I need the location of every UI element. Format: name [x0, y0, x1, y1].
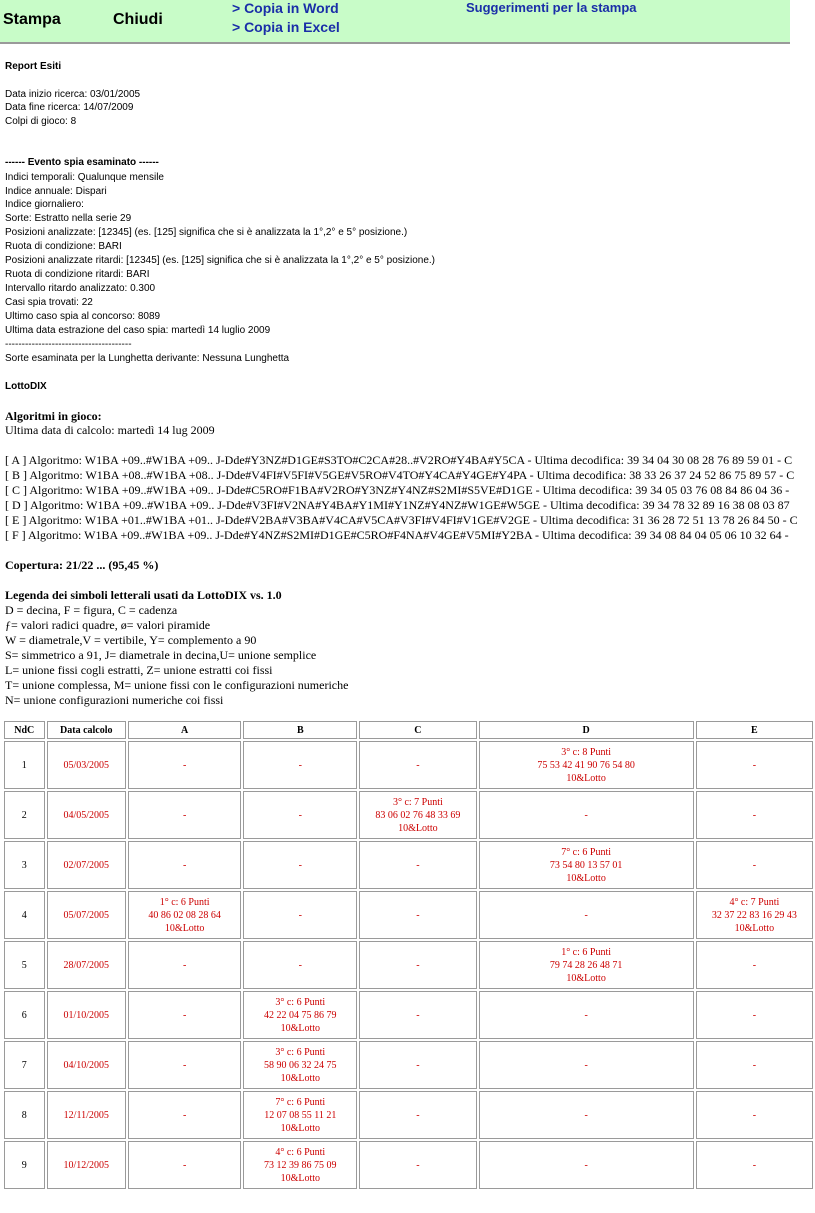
evento-line: Indice annuale: Dispari — [5, 186, 107, 197]
result-cell-line: 79 74 28 26 48 71 — [549, 959, 623, 971]
algorithm-line-c: [ C ] Algoritmo: W1BA +09..#W1BA +09.. J-Dde#C5RO#F1BA#V2RO#Y3NZ#Y4NZ#S2MI#S5VE#D1GE - Ultima decodifica: 39 34 05 03 76 08 84 86 04 36 - — [5, 483, 790, 497]
ndc-cell: 7 — [4, 1041, 45, 1089]
result-cell-e — [696, 841, 813, 889]
result-cell-b — [243, 841, 357, 889]
result-cell-line: - — [752, 859, 757, 871]
result-cell-line: - — [752, 1059, 757, 1071]
ndc-cell: 8 — [4, 1091, 45, 1139]
header-e: E — [696, 721, 813, 739]
result-cell-a — [128, 741, 241, 789]
result-cell-line: - — [752, 1009, 757, 1021]
lottodix-title: LottoDIX — [5, 381, 47, 392]
data-calcolo-cell: 28/07/2005 — [47, 941, 126, 989]
evento-line: Posizioni analizzate: [12345] (es. [125] significa che si è analizzata la 1°,2° e 5° posizione.) — [5, 227, 408, 238]
table-row — [4, 1041, 813, 1089]
result-cell-line: - — [752, 1109, 757, 1121]
result-cell-e — [696, 741, 813, 789]
result-cell-b — [243, 941, 357, 989]
data-fine: Data fine ricerca: 14/07/2009 — [5, 102, 134, 113]
data-calcolo-cell: 04/10/2005 — [47, 1041, 126, 1089]
result-cell-line: 3° c: 7 Punti — [392, 796, 443, 808]
result-cell-e — [696, 1141, 813, 1189]
result-cell-line: - — [584, 1009, 588, 1021]
result-cell-line: - — [416, 959, 420, 971]
result-cell-line: - — [416, 1109, 420, 1121]
ultima-data-calcolo: Ultima data di calcolo: martedì 14 lug 2009 — [5, 423, 215, 437]
result-cell-line: - — [416, 1009, 420, 1021]
result-cell-line: - — [298, 959, 302, 971]
result-cell-b — [243, 1041, 357, 1089]
result-cell-line: 10&Lotto — [566, 772, 606, 784]
result-cell-line: - — [416, 1159, 420, 1171]
legenda-line: ƒ= valori radici quadre, ø= valori piramide — [5, 618, 211, 632]
data-calcolo-cell: 01/10/2005 — [47, 991, 126, 1039]
result-cell-line: - — [298, 809, 302, 821]
result-cell-e — [696, 1091, 813, 1139]
result-cell-line: 73 54 80 13 57 01 — [549, 859, 623, 871]
result-cell-line: 58 90 06 32 24 75 — [264, 1059, 337, 1071]
legenda-line: D = decina, F = figura, C = cadenza — [5, 603, 178, 617]
result-cell-a — [128, 841, 241, 889]
copertura: Copertura: 21/22 ... (95,45 %) — [5, 558, 159, 572]
table-header-row — [4, 721, 813, 739]
legenda-line: N= unione configurazioni numeriche coi fissi — [5, 693, 224, 707]
result-cell-line: - — [182, 809, 187, 821]
result-cell-d — [479, 941, 694, 989]
ndc-cell: 6 — [4, 991, 45, 1039]
ndc-cell: 4 — [4, 891, 45, 939]
result-cell-e — [696, 991, 813, 1039]
evento-line: Ultimo caso spia al concorso: 8089 — [5, 311, 161, 322]
suggerimenti-link[interactable]: Suggerimenti per la stampa — [466, 0, 637, 15]
result-cell-b — [243, 791, 357, 839]
result-cell-a — [128, 891, 241, 939]
algorithm-line-e: [ E ] Algoritmo: W1BA +01..#W1BA +01.. J-Dde#V2BA#V3BA#V4CA#V5CA#V3FI#V4FI#V1GE#V2GE - Ultima decodifica: 31 36 28 72 51 13 78 26 84 50 - C — [5, 513, 798, 527]
result-cell-b — [243, 891, 357, 939]
result-cell-line: 10&Lotto — [280, 1022, 321, 1034]
data-calcolo-cell: 05/03/2005 — [47, 741, 126, 789]
data-calcolo-cell: 12/11/2005 — [47, 1091, 126, 1139]
algorithm-line-a: [ A ] Algoritmo: W1BA +09..#W1BA +09.. J-Dde#Y3NZ#D1GE#S3TO#C2CA#28..#V2RO#Y4BA#Y5CA - Ultima decodifica: 39 34 04 30 08 28 76 89 59 01 - C — [5, 453, 793, 467]
result-cell-line: - — [298, 859, 302, 871]
result-cell-line: 10&Lotto — [280, 1072, 321, 1084]
result-cell-b — [243, 1141, 357, 1189]
evento-line: Ultima data estrazione del caso spia: martedì 14 luglio 2009 — [5, 325, 271, 336]
ndc-cell: 3 — [4, 841, 45, 889]
result-cell-line: 3° c: 8 Punti — [561, 746, 612, 758]
table-body — [4, 741, 813, 1189]
chiudi-button[interactable]: Chiudi — [113, 11, 163, 28]
result-cell-a — [128, 941, 241, 989]
result-cell-line: 1° c: 6 Punti — [159, 896, 210, 908]
result-cell-line: 4° c: 7 Punti — [729, 896, 780, 908]
result-cell-line: 7° c: 6 Punti — [561, 846, 612, 858]
result-cell-b — [243, 991, 357, 1039]
result-cell-c — [359, 941, 476, 989]
algoritmi-header: Algoritmi in gioco: — [5, 409, 102, 423]
result-cell-d — [479, 1041, 694, 1089]
legenda-title: Legenda dei simboli letterali usati da LottoDIX vs. 1.0 — [5, 588, 282, 602]
result-cell-d — [479, 841, 694, 889]
ndc-cell: 9 — [4, 1141, 45, 1189]
header-b: B — [243, 721, 357, 739]
table-row — [4, 841, 813, 889]
result-cell-line: - — [182, 1059, 187, 1071]
result-cell-e — [696, 891, 813, 939]
table-row — [4, 941, 813, 989]
colpi-di-gioco: Colpi di gioco: 8 — [5, 116, 77, 127]
result-cell-d — [479, 991, 694, 1039]
result-cell-line: 10&Lotto — [164, 922, 205, 934]
algorithm-line-b: [ B ] Algoritmo: W1BA +08..#W1BA +08.. J-Dde#V4FI#V5FI#V5GE#V5RO#V4TO#Y4CA#Y4GE#Y4PA - Ultima decodifica: 38 33 26 37 24 52 86 75 89 57 - C — [5, 468, 795, 482]
evento-line: Sorte: Estratto nella serie 29 — [5, 213, 132, 224]
evento-line: Indice giornaliero: — [5, 199, 84, 210]
result-cell-d — [479, 741, 694, 789]
result-cell-line: - — [752, 759, 757, 771]
result-cell-e — [696, 1041, 813, 1089]
data-calcolo-cell: 04/05/2005 — [47, 791, 126, 839]
result-cell-line: - — [416, 859, 420, 871]
ndc-cell: 2 — [4, 791, 45, 839]
result-cell-a — [128, 1041, 241, 1089]
result-cell-line: 7° c: 6 Punti — [275, 1096, 326, 1108]
result-cell-line: - — [182, 859, 187, 871]
result-cell-line: - — [752, 959, 757, 971]
results-table — [2, 719, 815, 1191]
result-cell-line: 10&Lotto — [280, 1122, 321, 1134]
result-cell-d — [479, 791, 694, 839]
data-inizio: Data inizio ricerca: 03/01/2005 — [5, 89, 141, 100]
table-row — [4, 891, 813, 939]
result-cell-line: - — [416, 909, 420, 921]
data-calcolo-cell: 02/07/2005 — [47, 841, 126, 889]
result-cell-b — [243, 1091, 357, 1139]
table-row — [4, 741, 813, 789]
table-row — [4, 791, 813, 839]
ndc-cell: 1 — [4, 741, 45, 789]
result-cell-line: 10&Lotto — [566, 872, 606, 884]
evento-line: Sorte esaminata per la Lunghetta derivante: Nessuna Lunghetta — [5, 353, 290, 364]
report-title: Report Esiti — [5, 61, 62, 72]
stampa-button[interactable]: Stampa — [3, 11, 61, 28]
evento-line: Indici temporali: Qualunque mensile — [5, 172, 164, 183]
result-cell-d — [479, 891, 694, 939]
result-cell-d — [479, 1141, 694, 1189]
data-calcolo-cell: 05/07/2005 — [47, 891, 126, 939]
result-cell-c — [359, 841, 476, 889]
result-cell-line: - — [584, 1059, 588, 1071]
table-row — [4, 1141, 813, 1189]
result-cell-c — [359, 791, 476, 839]
result-cell-line: - — [584, 809, 588, 821]
result-cell-line: 4° c: 6 Punti — [275, 1146, 326, 1158]
result-cell-a — [128, 1141, 241, 1189]
result-cell-line: - — [584, 1159, 588, 1171]
result-cell-c — [359, 1041, 476, 1089]
result-cell-line: 1° c: 6 Punti — [561, 946, 612, 958]
evento-header: ------ Evento spia esaminato ------ — [5, 157, 159, 168]
evento-line: Casi spia trovati: 22 — [5, 297, 93, 308]
result-cell-line: 32 37 22 83 16 29 43 — [711, 909, 797, 921]
evento-line: Posizioni analizzate ritardi: [12345] (es. [125] significa che si è analizzata la 1°,2° e 5° posizione.) — [5, 255, 436, 266]
legenda-line: S= simmetrico a 91, J= diametrale in decina,U= unione semplice — [5, 648, 317, 662]
result-cell-line: 10&Lotto — [280, 1172, 321, 1184]
result-cell-line: - — [298, 909, 302, 921]
header-c: C — [359, 721, 476, 739]
result-cell-line: - — [752, 1159, 757, 1171]
result-cell-line: - — [752, 809, 757, 821]
result-cell-line: - — [416, 759, 420, 771]
result-cell-line: - — [182, 1159, 187, 1171]
table-row — [4, 1091, 813, 1139]
result-cell-line: - — [298, 759, 302, 771]
result-cell-line: 10&Lotto — [734, 922, 775, 934]
result-cell-c — [359, 741, 476, 789]
result-cell-c — [359, 1091, 476, 1139]
result-cell-d — [479, 1091, 694, 1139]
header-d: D — [479, 721, 694, 739]
algorithm-line-f: [ F ] Algoritmo: W1BA +09..#W1BA +09.. J-Dde#Y4NZ#S2MI#D1GE#C5RO#F4NA#V4GE#V5MI#Y2BA - Ultima decodifica: 39 34 08 84 04 05 06 10 32 64 - — [5, 528, 789, 542]
result-cell-line: 42 22 04 75 86 79 — [264, 1009, 337, 1021]
result-cell-c — [359, 1141, 476, 1189]
table-row — [4, 991, 813, 1039]
header-data-calcolo: Data calcolo — [47, 721, 126, 739]
data-calcolo-cell: 10/12/2005 — [47, 1141, 126, 1189]
ndc-cell: 5 — [4, 941, 45, 989]
result-cell-line: - — [416, 1059, 420, 1071]
algorithm-line-d: [ D ] Algoritmo: W1BA +09..#W1BA +09.. J-Dde#V3FI#V2NA#Y4BA#Y1MI#Y1NZ#Y4NZ#W1GE#W5GE - Ultima decodifica: 39 34 78 32 89 16 38 08 03 87 — [5, 498, 790, 512]
result-cell-e — [696, 791, 813, 839]
result-cell-line: - — [584, 1109, 588, 1121]
evento-separator: -------------------------------------- — [5, 339, 132, 350]
legenda-line: W = diametrale,V = vertibile, Y= complemento a 90 — [5, 633, 257, 647]
result-cell-a — [128, 791, 241, 839]
header-ndc: NdC — [4, 721, 45, 739]
result-cell-line: 3° c: 6 Punti — [275, 996, 326, 1008]
result-cell-line: 40 86 02 08 28 64 — [148, 909, 221, 921]
result-cell-line: 73 12 39 86 75 09 — [264, 1159, 337, 1171]
result-cell-line: - — [182, 1009, 187, 1021]
result-cell-line: 12 07 08 55 11 21 — [264, 1109, 337, 1121]
result-cell-line: - — [584, 909, 588, 921]
legenda-line: L= unione fissi cogli estratti, Z= unione estratti coi fissi — [5, 663, 273, 677]
legenda-line: T= unione complessa, M= unione fissi con le configurazioni numeriche — [5, 678, 349, 692]
result-cell-line: 83 06 02 76 48 33 69 — [375, 809, 461, 821]
result-cell-line: 75 53 42 41 90 76 54 80 — [537, 759, 635, 771]
result-cell-c — [359, 891, 476, 939]
result-cell-a — [128, 1091, 241, 1139]
result-cell-line: - — [182, 1109, 187, 1121]
result-cell-e — [696, 941, 813, 989]
evento-line: Ruota di condizione ritardi: BARI — [5, 269, 150, 280]
result-cell-line: 3° c: 6 Punti — [275, 1046, 326, 1058]
toolbar — [0, 0, 790, 44]
result-cell-a — [128, 991, 241, 1039]
result-cell-line: 10&Lotto — [566, 972, 606, 984]
copia-word-link[interactable]: > Copia in Word — [232, 0, 339, 16]
evento-line: Intervallo ritardo analizzato: 0.300 — [5, 283, 156, 294]
copia-excel-link[interactable]: > Copia in Excel — [232, 19, 340, 35]
header-a: A — [128, 721, 241, 739]
result-cell-b — [243, 741, 357, 789]
result-cell-line: 10&Lotto — [398, 822, 438, 834]
evento-line: Ruota di condizione: BARI — [5, 241, 122, 252]
result-cell-line: - — [182, 959, 187, 971]
result-cell-line: - — [182, 759, 187, 771]
result-cell-c — [359, 991, 476, 1039]
